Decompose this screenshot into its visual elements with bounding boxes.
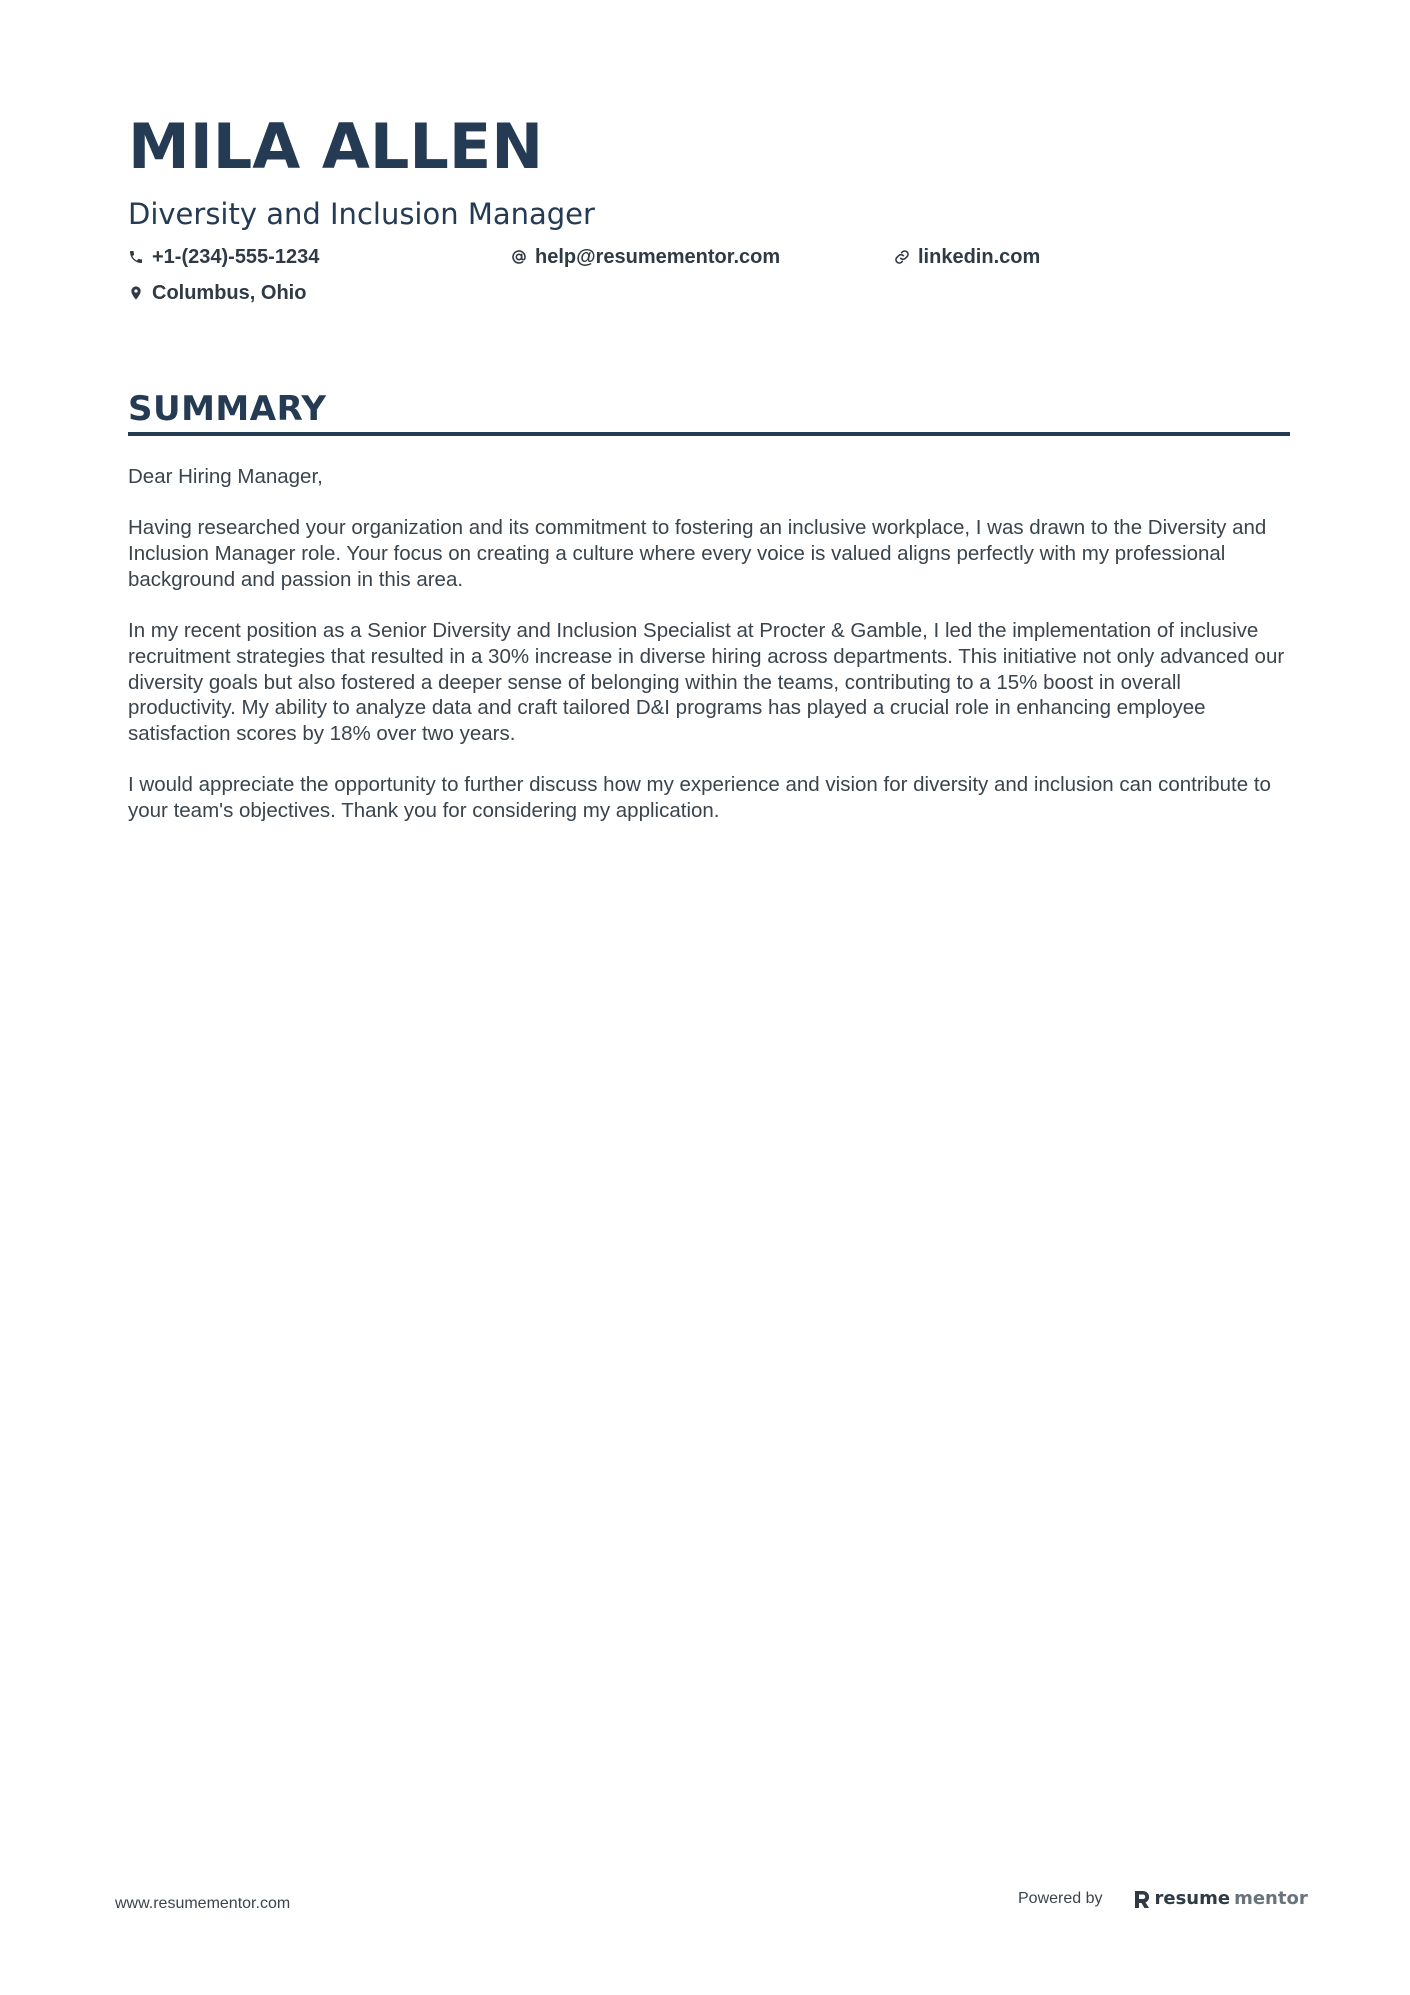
contact-location [128, 280, 511, 306]
contact-phone-text: +1-(234)-555-1234 [152, 246, 320, 268]
summary-section [128, 388, 1290, 849]
map-pin-icon [128, 285, 144, 301]
candidate-name: MILA ALLEN [128, 110, 544, 183]
link-icon [894, 249, 910, 265]
brand-name-part2: mentor [1234, 1888, 1308, 1909]
contact-website[interactable] [894, 244, 1277, 270]
contact-phone [128, 244, 511, 270]
contact-info [128, 244, 1288, 306]
brand-name-part1: resume [1154, 1888, 1231, 1909]
section-divider [128, 432, 1290, 436]
footer-website[interactable]: www.resumementor.com [115, 1895, 291, 1912]
contact-email[interactable] [511, 244, 894, 270]
contact-website-text[interactable]: linkedin.com [918, 246, 1041, 268]
resumementor-logo-icon [1133, 1889, 1151, 1909]
letter-paragraph: Having researched your organization and its commitment to fostering an inclusive workplace, I was drawn to the Diversity and Inclusion Manager role. Your focus on creating a culture where every voice is valued aligns perfectly with my professional background and passion in this area. [128, 516, 1267, 591]
footer-branding [1018, 1888, 1308, 1909]
letter-body [128, 464, 1290, 824]
summary-heading: SUMMARY [128, 389, 327, 429]
contact-email-text[interactable]: help@resumementor.com [535, 246, 781, 268]
salutation: Dear Hiring Manager, [128, 465, 323, 488]
phone-icon [128, 249, 144, 265]
letter-paragraph: In my recent position as a Senior Diversity and Inclusion Specialist at Procter & Gamble, I led the implementation of inclusive recruitment strategies that resulted in a 30% increase in diverse hiring across departments. This initiative not only advanced our diversity goals but also fostered a deeper sense of belonging within the teams, contributing to a 15% boost in overall productivity. My ability to analyze data and craft tailored D&I programs has played a crucial role in enhancing employee satisfaction scores by 18% over two years. [128, 619, 1285, 745]
resume-header [128, 110, 1288, 306]
letter-paragraph: I would appreciate the opportunity to further discuss how my experience and vision for diversity and inclusion can contribute to your team's objectives. Thank you for considering my application. [128, 773, 1271, 823]
brand-logo[interactable] [1133, 1888, 1308, 1909]
candidate-job-title: Diversity and Inclusion Manager [128, 197, 595, 231]
contact-location-text: Columbus, Ohio [152, 282, 307, 304]
at-sign-icon [511, 249, 527, 265]
powered-by-label: Powered by [1018, 1889, 1103, 1907]
